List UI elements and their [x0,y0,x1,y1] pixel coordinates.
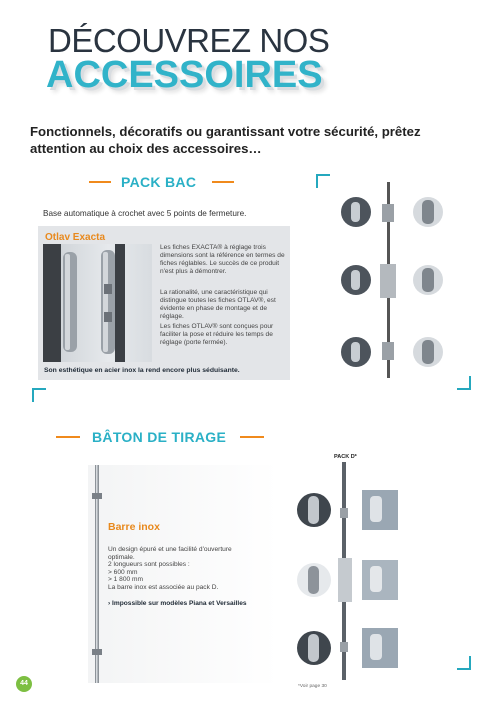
heading-dash-right [212,181,234,183]
barre-description [108,546,273,592]
corner-mark-bottom-right [457,376,471,390]
barre-note: › Impossible sur modèles Piana et Versailles [108,600,247,607]
otlav-paragraph-3: Les fiches OTLAV® sont conçues pour faciliter la pose et réduire les temps de réglage (porte fermée). [160,323,274,346]
pack-bac-lock-photo [338,182,456,378]
page-title-line1: DÉCOUVREZ NOS [48,22,330,59]
barre-title: Barre inox [108,521,160,533]
lock-illustration [338,182,456,378]
heading-dash-right-2 [240,436,264,438]
barre-line: Un design épuré et une facilité d'ouverture [108,546,232,553]
otlav-hinge-photo [43,244,152,362]
heading-dash-left-2 [56,436,80,438]
barre-line: 2 longueurs sont possibles : [108,561,190,569]
barre-line: > 1 800 mm [108,576,144,584]
inox-bar-illustration [88,465,108,683]
otlav-footer: Son esthétique en acier inox la rend encore plus séduisante. [44,367,240,374]
corner-mark-top-left-2 [32,388,46,402]
pack-d-lock-photo [290,462,410,680]
otlav-paragraph-2: La rationalité, une caractéristique qui distingue toutes les fiches OTLAV®, est évidente en phase de montage et de réglage. [160,289,276,320]
barre-line: La barre inox est associée au pack D. [108,583,219,591]
heading-dash-left [89,181,111,183]
pack-bac-heading: PACK BAC [121,174,197,190]
intro-text: Fonctionnels, décoratifs ou garantissant votre sécurité, prêtez attention au choix des accessoires… [30,124,421,156]
pack-bac-description: Base automatique à crochet avec 5 points de fermeture. [43,209,247,218]
baton-heading: BÂTON DE TIRAGE [92,429,227,445]
pack-d-label: PACK D* [334,454,357,460]
corner-mark-bottom-right-2 [457,656,471,670]
pack-d-illustration [290,462,410,680]
page-number-badge: 44 [16,676,32,692]
barre-line: > 600 mm [108,568,138,576]
corner-mark-top-left [316,174,330,188]
otlav-paragraph-1: Les fiches EXACTA® à réglage trois dimensions sont la référence en termes de fiches réglables. Le succès de ce produit n'est plus à démontrer. [160,244,285,275]
hinge-illustration [43,244,152,362]
otlav-title: Otlav Exacta [45,232,106,243]
page-title-line2: ACCESSOIRES [46,54,323,96]
footnote: *Voir page 30 [298,684,327,689]
barre-line: optimale. [108,553,135,561]
